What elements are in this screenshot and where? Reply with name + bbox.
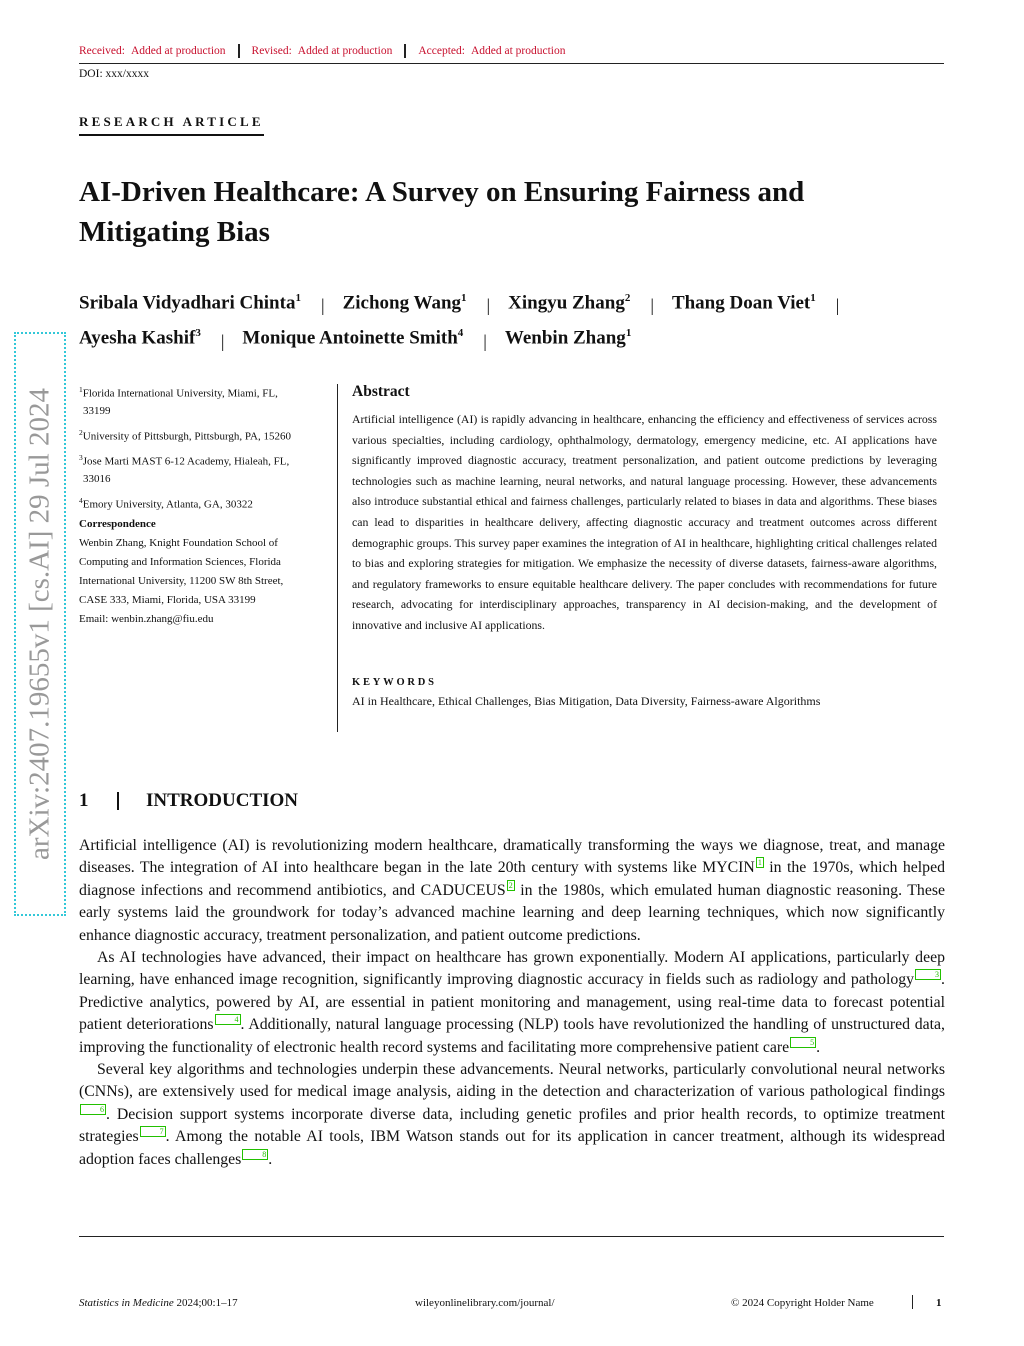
footer-rule [79,1236,944,1237]
citation-link[interactable]: 8 [242,1149,268,1160]
citation-link[interactable]: 7 [140,1126,166,1137]
section-heading [79,790,298,812]
author[interactable]: Monique Antoinette Smith$^4$ [242,327,464,349]
author-separator: | [483,330,487,351]
affiliation: $^1$Florida International University, Miami, FL, 33199 [79,385,278,417]
citation-link[interactable]: 4 [215,1014,241,1025]
correspondence-email[interactable]: Email: wenbin.zhang@fiu.edu [79,613,214,625]
footer-copyright: © 2024 Copyright Holder Name [731,1297,874,1309]
citation-link[interactable]: 2 [508,880,513,890]
paragraph: Several key algorithms and technologies underpin these advancements. Neural networks, particularly convolutional neural networks (CNNs), are extensively used for medical image analysis, aiding in the detection and characterization of various pathological findings6 . Decision support systems incorporate diverse data, including genetic profiles and prior health records, to optimize treatment strategies 7 . Among the notable AI tools, IBM Watson stands out for its application in cancer treatment, although its widespread adoption faces challenges 8 . [79,1061,945,1168]
correspondence: Correspondence Wenbin Zhang, Knight Foundation School of Computing and Information Sciences, Florida International University, 11200 SW 8th Street, CASE 333, Miami, Florida, USA 33199 Email: wenbin.zhang@fiu.edu [79,515,324,629]
paragraph: As AI technologies have advanced, their impact on healthcare has grown exponentially. Modern AI applications, particularly deep learning, have enhanced image recognition, significantly improving diagnostic accuracy in fields such as radiology and pathology 3 . Predictive analytics, powered by AI, are essential in patient monitoring and management, using real-time data to forecast potential patient deteriorations 4 . Additionally, natural language processing (NLP) tools have revolutionized the handling of unstructured data, improving the functionality of electronic health record systems and facilitating more comprehensive patient care 5 . [79,949,945,1056]
author[interactable]: Wenbin Zhang$^1$ [504,327,632,349]
author[interactable]: Thang Doan Viet$^1$ [671,292,816,314]
paragraph: Artificial intelligence (AI) is revolutionizing modern healthcare, dramatically transforming the ways we diagnose, treat, and manage diseases. The integration of AI into healthcare began in the late 20th century with systems like MYCIN 1 in the 1970s, which helped diagnose infections and recommend antibiotics, and CADUCEUS 2 in the 1980s, which emulated human diagnostic reasoning. These early systems laid the groundwork for today’s advanced machine learning and deep learning techniques, which now significantly enhance diagnostic accuracy, treatment personalization, and patient outcome predictions. [79,837,945,944]
author-separator: | [486,295,491,316]
author-separator: | [650,295,654,316]
page-number: 1 [936,1297,942,1309]
doi: DOI: xxx/xxxx [79,68,149,80]
keywords-text: AI in Healthcare, Ethical Challenges, Bias Mitigation, Data Diversity, Fairness-aware Algorithms [352,694,821,708]
author-separator: | [320,295,325,316]
author-list [79,283,949,354]
footer-separator [912,1295,913,1309]
affiliations [79,381,324,518]
affiliation: $^3$Jose Marti MAST 6-12 Academy, Hialeah, FL, 33016 [79,453,290,485]
section-number: 1 [79,790,89,811]
footer-url[interactable]: wileyonlinelibrary.com/journal/ [415,1297,555,1309]
footer-journal: Statistics in Medicine 2024;00:1–17 [79,1297,238,1309]
section-bar [117,792,120,810]
citation-link[interactable]: 6 [80,1104,106,1115]
correspondence-heading: Correspondence [79,518,156,530]
section-title: INTRODUCTION [146,790,299,811]
abstract-heading: Abstract [352,383,410,400]
author[interactable]: Zichong Wang$^1$ [342,292,467,314]
author-separator: | [835,295,840,316]
abstract-text: Artificial intelligence (AI) is rapidly advancing in healthcare, enhancing the efficiency and effectiveness of services across various specialties, including cardiology, ophthalmology, dermatology, emergency medicine, etc. AI applications have significantly improved diagnostic accuracy, treatment personalization, and patient outcome predictions by leveraging technologies such as machine learning, neural networks, and natural language processing. However, these advancements also introduce substantial ethical and fairness challenges, particularly related to biases in data and algorithms. These biases can lead to disparities in healthcare delivery, affecting diagnostic accuracy and treatment outcomes across different demographic groups. This survey paper examines the integration of AI in healthcare, highlighting critical challenges related to bias and exploring strategies for mitigation. We emphasize the necessity of diverse datasets, fairness-aware algorithms, and regulatory frameworks to ensure equitable healthcare delivery. The paper concludes with recommendations for future research, advocating for interdisciplinary approaches, transparency in AI decision-making, and the development of innovative and inclusive AI applications. [352,412,937,632]
citation-link[interactable]: 1 [757,858,762,868]
article-type: RESEARCH ARTICLE [79,114,264,136]
keywords-heading: KEYWORDS [352,677,437,688]
author-separator: | [220,330,225,351]
accepted-date: Accepted: Added at production [404,44,577,58]
received-date: Received: Added at production [79,45,226,57]
header-rule [79,63,944,64]
body-text [79,835,945,1171]
affiliation: $^4$Emory University, Atlanta, GA, 30322 [79,495,253,511]
author[interactable]: Sribala Vidyadhari Chinta$^1$ [79,292,301,314]
column-divider [337,384,338,732]
publication-history [79,44,578,58]
revised-date: Revised: Added at production [238,44,405,58]
citation-link[interactable]: 5 [790,1037,816,1048]
arxiv-stamp[interactable]: arXiv:2407.19655v1 [cs.AI] 29 Jul 2024 [14,332,66,916]
affiliation: $^2$University of Pittsburgh, Pittsburgh, PA, 15260 [79,427,291,443]
citation-link[interactable]: 3 [915,969,941,980]
paper-title: AI-Driven Healthcare: A Survey on Ensuring Fairness and Mitigating Bias [79,176,805,248]
author[interactable]: Xingyu Zhang$^2$ [508,292,631,314]
author[interactable]: Ayesha Kashif$^3$ [79,327,201,349]
